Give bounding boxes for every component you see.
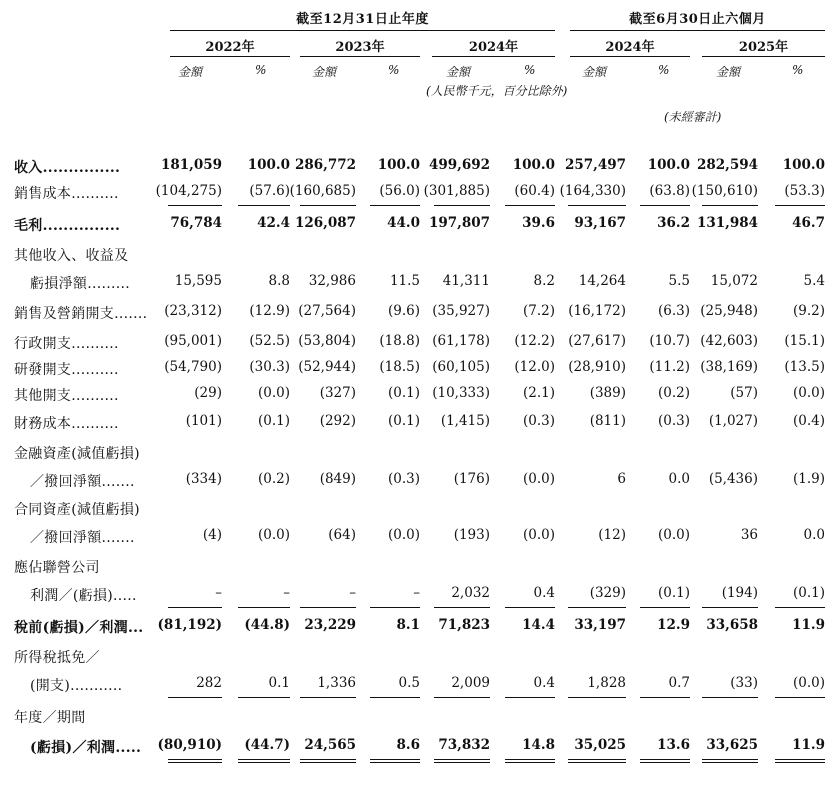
percent-cell: (0.4) <box>792 413 825 429</box>
amount-cell: 33,625 <box>706 737 758 753</box>
table-row <box>0 468 831 492</box>
percent-cell: – <box>283 585 290 601</box>
percent-cell: (0.0) <box>792 675 825 691</box>
percent-cell: 8.6 <box>396 737 420 753</box>
percent-cell: 8.8 <box>268 273 290 289</box>
amount-cell: (12) <box>598 527 626 543</box>
amount-cell: (849) <box>319 471 356 487</box>
percent-cell: (1.9) <box>792 471 825 487</box>
subtotal-rule <box>775 607 825 608</box>
percent-cell: (10.7) <box>649 333 690 349</box>
row-label: 銷售成本.......... <box>14 186 119 202</box>
table-row <box>0 644 831 668</box>
amount-cell: (95,001) <box>164 333 222 349</box>
amount-cell: (193) <box>453 527 490 543</box>
percent-cell: 11.9 <box>792 737 825 753</box>
subtotal-rule <box>568 607 626 608</box>
subtotal-rule <box>505 697 555 698</box>
amount-cell: (23,312) <box>164 303 222 319</box>
year-header-2024-interim: 2024年 <box>605 40 655 55</box>
percent-cell: 100.0 <box>512 157 555 173</box>
subtotal-rule <box>238 607 290 608</box>
percent-cell: (15.1) <box>784 333 825 349</box>
amount-cell: (104,275) <box>155 183 222 199</box>
subtotal-rule <box>568 205 626 206</box>
subtotal-rule <box>434 205 490 206</box>
subtotal-rule <box>505 205 555 206</box>
percent-cell: (30.3) <box>249 359 290 375</box>
amount-cell: (25,948) <box>700 303 758 319</box>
unaudited-note: (未經審計) <box>664 110 722 124</box>
amount-cell: (334) <box>185 471 222 487</box>
table-row <box>0 300 831 324</box>
table-row <box>0 180 831 204</box>
row-label: 金融資產(減值虧損) <box>14 446 140 462</box>
percent-cell: 8.1 <box>396 617 420 633</box>
percent-cell: (18.8) <box>379 333 420 349</box>
row-label: 合同資產(減值虧損) <box>14 502 140 518</box>
percent-cell: 8.2 <box>533 273 555 289</box>
amount-cell: 286,772 <box>294 157 356 173</box>
table-row <box>0 382 831 406</box>
amount-cell: (81,192) <box>157 617 222 633</box>
amount-cell: 14,264 <box>578 273 626 289</box>
group-header-annual-rule <box>170 30 555 31</box>
table-row <box>0 356 831 380</box>
amount-cell: 33,658 <box>706 617 758 633</box>
year-header-2025-interim: 2025年 <box>738 40 789 55</box>
amount-cell: (29) <box>194 385 222 401</box>
amount-cell: (35,927) <box>432 303 490 319</box>
percent-cell: (9.6) <box>387 303 420 319</box>
percent-cell: 100.0 <box>377 157 420 173</box>
amount-cell: 41,311 <box>442 273 490 289</box>
subtotal-rule <box>775 205 825 206</box>
percent-cell: (11.2) <box>649 359 690 375</box>
amount-cell: 181,059 <box>160 157 222 173</box>
percent-cell: (0.3) <box>522 413 555 429</box>
percent-cell: (0.2) <box>257 471 290 487</box>
amount-cell: (4) <box>202 527 222 543</box>
percent-cell: (0.0) <box>257 527 290 543</box>
amount-cell: (52,944) <box>298 359 356 375</box>
subtotal-rule <box>568 697 626 698</box>
percent-cell: (0.1) <box>387 413 420 429</box>
amount-cell: (101) <box>185 413 222 429</box>
row-label: 研發開支.......... <box>14 362 119 378</box>
table-row <box>0 330 831 354</box>
percent-cell: 11.5 <box>389 273 420 289</box>
percent-cell: 14.8 <box>522 737 555 753</box>
table-row <box>0 672 831 696</box>
amount-cell: (811) <box>589 413 626 429</box>
percent-cell: (2.1) <box>522 385 555 401</box>
amount-cell: 76,784 <box>170 215 222 231</box>
subtotal-rule <box>238 697 290 698</box>
pct-subheader: % <box>524 63 536 77</box>
amount-cell: (301,885) <box>423 183 490 199</box>
amount-cell: (292) <box>319 413 356 429</box>
year-rule-2025-interim <box>702 56 825 57</box>
year-rule-2024 <box>432 56 555 57</box>
percent-cell: (60.4) <box>514 183 555 199</box>
total-double-rule <box>300 759 356 763</box>
row-label: 年度／期間 <box>14 710 86 726</box>
percent-cell: (18.5) <box>379 359 420 375</box>
percent-cell: 42.4 <box>257 215 290 231</box>
row-label: 其他開支.......... <box>14 388 119 404</box>
table-row <box>0 554 831 578</box>
percent-cell: 46.7 <box>792 215 825 231</box>
percent-cell: (63.8) <box>649 183 690 199</box>
subtotal-rule <box>434 607 490 608</box>
subtotal-rule <box>300 697 356 698</box>
amount-cell: (27,617) <box>568 333 626 349</box>
total-double-rule <box>775 759 825 763</box>
percent-cell: 36.2 <box>657 215 690 231</box>
amount-cell: 73,832 <box>438 737 490 753</box>
percent-cell: (0.0) <box>522 471 555 487</box>
percent-cell: (0.1) <box>792 585 825 601</box>
unit-note: (人民幣千元，百分比除外) <box>426 84 568 98</box>
table-row <box>0 212 831 236</box>
total-double-rule <box>640 759 690 763</box>
amount-cell: 23,229 <box>304 617 356 633</box>
row-label: 行政開支.......... <box>14 336 119 352</box>
subtotal-rule <box>505 607 555 608</box>
amount-cell: (176) <box>453 471 490 487</box>
percent-cell: (7.2) <box>522 303 555 319</box>
percent-cell: (57.6) <box>249 183 290 199</box>
percent-cell: (0.0) <box>522 527 555 543</box>
amount-cell: (80,910) <box>157 737 222 753</box>
percent-cell: (12.2) <box>514 333 555 349</box>
amount-cell: (33) <box>730 675 758 691</box>
total-double-rule <box>702 759 758 763</box>
group-header-interim-rule <box>570 30 825 31</box>
table-row <box>0 582 831 606</box>
subtotal-rule <box>640 697 690 698</box>
percent-cell: 11.9 <box>792 617 825 633</box>
table-row <box>0 410 831 434</box>
subtotal-rule <box>370 205 420 206</box>
amount-cell: 197,807 <box>428 215 490 231</box>
amount-cell: (160,685) <box>289 183 356 199</box>
amount-cell: 1,828 <box>587 675 626 691</box>
subtotal-rule <box>434 697 490 698</box>
percent-cell: (44.8) <box>244 617 290 633</box>
total-double-rule <box>568 759 626 763</box>
row-label: ／撥回淨額....... <box>30 474 135 490</box>
amount-cell: (327) <box>319 385 356 401</box>
subtotal-rule <box>702 205 758 206</box>
amount-cell: (329) <box>589 585 626 601</box>
percent-cell: 13.6 <box>657 737 690 753</box>
amount-cell: (164,330) <box>559 183 626 199</box>
amount-cell: (54,790) <box>164 359 222 375</box>
amount-cell: (60,105) <box>432 359 490 375</box>
percent-cell: 5.5 <box>668 273 690 289</box>
subtotal-rule <box>640 205 690 206</box>
amount-cell: (38,169) <box>700 359 758 375</box>
percent-cell: (44.7) <box>244 737 290 753</box>
table-row <box>0 496 831 520</box>
amount-cell: 131,984 <box>696 215 758 231</box>
table-row <box>0 614 831 638</box>
total-double-rule <box>238 759 290 763</box>
amount-subheader: 金額 <box>582 65 607 79</box>
percent-cell: (0.3) <box>387 471 420 487</box>
percent-cell: 12.9 <box>657 617 690 633</box>
amount-cell: 126,087 <box>294 215 356 231</box>
amount-cell: 282,594 <box>696 157 758 173</box>
amount-cell: 36 <box>740 527 758 543</box>
percent-cell: 0.0 <box>668 471 690 487</box>
amount-subheader: 金額 <box>178 65 203 79</box>
amount-cell: 35,025 <box>574 737 626 753</box>
percent-cell: (56.0) <box>379 183 420 199</box>
percent-cell: – <box>413 585 420 601</box>
amount-subheader: 金額 <box>716 65 741 79</box>
amount-cell: (194) <box>721 585 758 601</box>
amount-cell: 499,692 <box>428 157 490 173</box>
year-header-2024: 2024年 <box>468 40 519 55</box>
pct-subheader: % <box>388 63 400 77</box>
table-row <box>0 270 831 294</box>
pct-subheader: % <box>658 63 670 77</box>
percent-cell: 0.7 <box>668 675 690 691</box>
total-double-rule <box>370 759 420 763</box>
year-rule-2024-interim <box>570 56 690 57</box>
amount-cell: (42,603) <box>700 333 758 349</box>
subtotal-rule <box>238 205 290 206</box>
percent-cell: (12.9) <box>249 303 290 319</box>
amount-cell: 15,595 <box>174 273 222 289</box>
row-label: 所得稅抵免／ <box>14 650 100 666</box>
percent-cell: (0.2) <box>657 385 690 401</box>
percent-cell: 0.5 <box>398 675 420 691</box>
amount-cell: 32,986 <box>308 273 356 289</box>
row-label: 銷售及營銷開支....... <box>14 306 148 322</box>
subtotal-rule <box>702 607 758 608</box>
row-label: ／撥回淨額....... <box>30 530 135 546</box>
amount-cell: (27,564) <box>298 303 356 319</box>
percent-cell: 0.4 <box>533 585 555 601</box>
amount-cell: (16,172) <box>568 303 626 319</box>
row-label: 其他收入、收益及 <box>14 248 129 264</box>
table-row <box>0 440 831 464</box>
amount-cell: (150,610) <box>691 183 758 199</box>
percent-cell: (0.3) <box>657 413 690 429</box>
percent-cell: (0.1) <box>657 585 690 601</box>
amount-cell: (1,415) <box>440 413 490 429</box>
total-double-rule <box>505 759 555 763</box>
percent-cell: (12.0) <box>514 359 555 375</box>
group-header-interim: 截至6月30日止六個月 <box>629 12 766 27</box>
percent-cell: (6.3) <box>657 303 690 319</box>
subtotal-rule <box>640 607 690 608</box>
percent-cell: 100.0 <box>782 157 825 173</box>
percent-cell: 5.4 <box>803 273 825 289</box>
amount-cell: 71,823 <box>438 617 490 633</box>
percent-cell: (0.0) <box>257 385 290 401</box>
percent-cell: 39.6 <box>522 215 555 231</box>
pct-subheader: % <box>792 63 804 77</box>
amount-cell: (389) <box>589 385 626 401</box>
amount-subheader: 金額 <box>312 65 337 79</box>
percent-cell: (13.5) <box>784 359 825 375</box>
amount-cell: – <box>349 585 356 601</box>
amount-subheader: 金額 <box>446 65 471 79</box>
year-rule-2023 <box>300 56 420 57</box>
percent-cell: (9.2) <box>792 303 825 319</box>
row-label: 毛利............... <box>14 218 121 234</box>
amount-cell: 2,032 <box>451 585 490 601</box>
amount-cell: – <box>215 585 222 601</box>
percent-cell: 0.1 <box>268 675 290 691</box>
year-rule-2022 <box>170 56 290 57</box>
percent-cell: 14.4 <box>522 617 555 633</box>
amount-cell: 282 <box>196 675 222 691</box>
group-header-annual: 截至12月31日止年度 <box>296 12 429 27</box>
percent-cell: (0.0) <box>387 527 420 543</box>
row-label: 利潤／(虧損)..... <box>30 588 137 604</box>
percent-cell: 44.0 <box>387 215 420 231</box>
amount-cell: (28,910) <box>568 359 626 375</box>
percent-cell: 0.0 <box>803 527 825 543</box>
table-row <box>0 734 831 758</box>
amount-cell: 93,167 <box>574 215 626 231</box>
table-row <box>0 154 831 178</box>
amount-cell: 33,197 <box>574 617 626 633</box>
pct-subheader: % <box>255 63 267 77</box>
table-row <box>0 242 831 266</box>
percent-cell: (53.3) <box>784 183 825 199</box>
percent-cell: 100.0 <box>647 157 690 173</box>
subtotal-rule <box>370 697 420 698</box>
subtotal-rule <box>168 607 222 608</box>
row-label: 稅前(虧損)／利潤... <box>14 620 144 636</box>
amount-cell: (57) <box>730 385 758 401</box>
amount-cell: 257,497 <box>564 157 626 173</box>
amount-cell: 24,565 <box>304 737 356 753</box>
year-header-2023: 2023年 <box>335 40 385 55</box>
percent-cell: (0.0) <box>657 527 690 543</box>
row-label: 虧損淨額......... <box>30 276 130 292</box>
total-double-rule <box>168 759 222 763</box>
row-label: (虧損)／利潤..... <box>30 740 142 756</box>
amount-cell: 6 <box>617 471 626 487</box>
percent-cell: (0.1) <box>257 413 290 429</box>
year-header-2022: 2022年 <box>205 40 255 55</box>
percent-cell: (0.0) <box>792 385 825 401</box>
row-label: 財務成本.......... <box>14 416 119 432</box>
total-double-rule <box>434 759 490 763</box>
subtotal-rule <box>168 205 222 206</box>
subtotal-rule <box>168 697 222 698</box>
amount-cell: (61,178) <box>432 333 490 349</box>
table-row <box>0 704 831 728</box>
subtotal-rule <box>702 697 758 698</box>
row-label: (開支)........... <box>30 678 123 694</box>
amount-cell: (5,436) <box>708 471 758 487</box>
row-label: 收入............... <box>14 160 121 176</box>
percent-cell: (52.5) <box>249 333 290 349</box>
amount-cell: (10,333) <box>432 385 490 401</box>
amount-cell: (64) <box>328 527 356 543</box>
amount-cell: 2,009 <box>451 675 490 691</box>
amount-cell: (1,027) <box>708 413 758 429</box>
amount-cell: 1,336 <box>317 675 356 691</box>
percent-cell: 0.4 <box>533 675 555 691</box>
subtotal-rule <box>300 607 356 608</box>
subtotal-rule <box>370 607 420 608</box>
amount-cell: (53,804) <box>298 333 356 349</box>
percent-cell: 100.0 <box>247 157 290 173</box>
table-row <box>0 524 831 548</box>
subtotal-rule <box>300 205 356 206</box>
subtotal-rule <box>775 697 825 698</box>
amount-cell: 15,072 <box>710 273 758 289</box>
row-label: 應佔聯營公司 <box>14 560 100 576</box>
percent-cell: (0.1) <box>387 385 420 401</box>
